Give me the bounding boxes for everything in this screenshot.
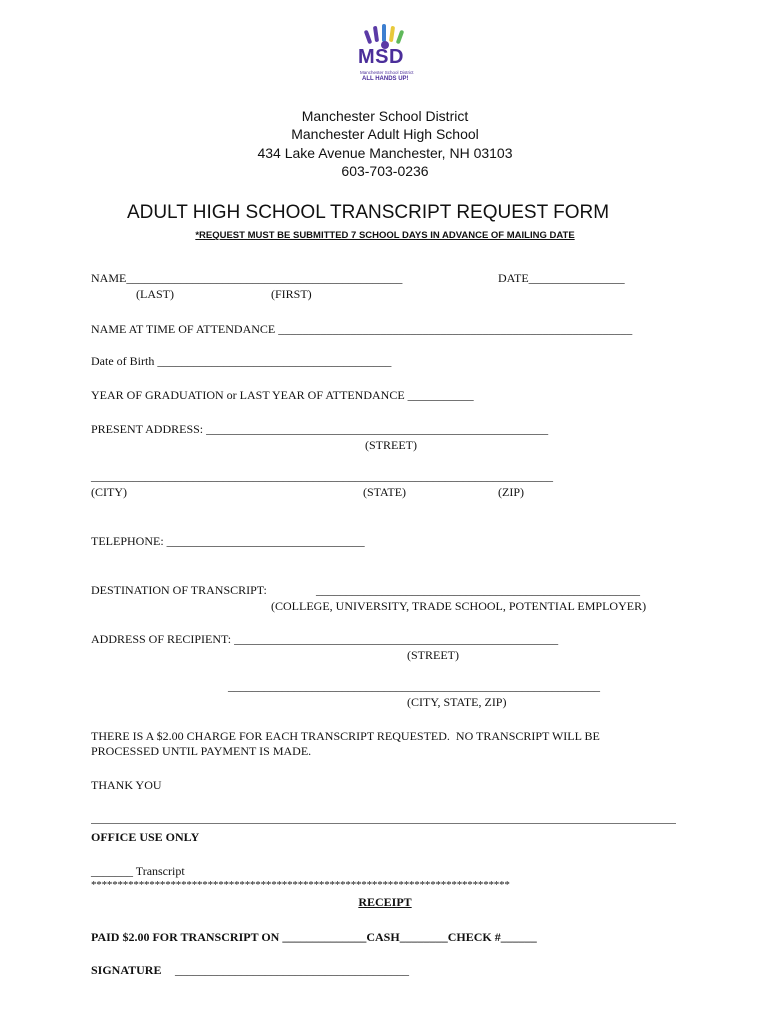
transcript-count-field[interactable]: _______ Transcript [91, 864, 185, 878]
signature-field[interactable]: _______________________________________ [175, 963, 409, 977]
date-field[interactable]: DATE________________ [498, 271, 625, 285]
asterisk-divider: ******************************************************************************* [91, 879, 510, 891]
logo-wordmark: MSD [358, 46, 404, 68]
date-of-birth-field[interactable]: Date of Birth _______________________________________ [91, 354, 392, 368]
charge-notice-line1: THERE IS A $2.00 CHARGE FOR EACH TRANSCRIPT REQUESTED. NO TRANSCRIPT WILL BE [91, 729, 600, 743]
recipient-street-label: (STREET) [407, 648, 459, 662]
last-name-label: (LAST) [136, 287, 174, 301]
logo-district-line: Manchester School District [360, 70, 414, 75]
recipient-city-label: (CITY, STATE, ZIP) [407, 695, 507, 709]
destination-label: DESTINATION OF TRANSCRIPT: [91, 583, 267, 597]
signature-label: SIGNATURE [91, 963, 162, 977]
attendance-name-field[interactable]: NAME AT TIME OF ATTENDANCE ___________________________________________________________ [91, 322, 633, 336]
first-name-label: (FIRST) [271, 287, 312, 301]
school-name: Manchester Adult High School [291, 126, 479, 142]
submission-notice: *REQUEST MUST BE SUBMITTED 7 SCHOOL DAYS IN ADVANCE OF MAILING DATE [195, 230, 575, 241]
city-label: (CITY) [91, 485, 127, 499]
district-name: Manchester School District [301, 108, 469, 124]
payment-field[interactable]: PAID $2.00 FOR TRANSCRIPT ON ______________CASH________CHECK #______ [91, 930, 537, 944]
street-label: (STREET) [365, 438, 417, 452]
form-title: ADULT HIGH SCHOOL TRANSCRIPT REQUEST FORM [126, 202, 610, 223]
thank-you-text: THANK YOU [91, 778, 162, 792]
state-label: (STATE) [363, 485, 407, 499]
logo-tagline: ALL HANDS UP! [362, 76, 409, 82]
destination-hint: (COLLEGE, UNIVERSITY, TRADE SCHOOL, POTENTIAL EMPLOYER) [271, 599, 647, 613]
charge-notice-line2: PROCESSED UNTIL PAYMENT IS MADE. [91, 744, 312, 758]
school-address: 434 Lake Avenue Manchester, NH 03103 [257, 145, 513, 161]
recipient-city-field[interactable]: ______________________________________________________________ [228, 679, 600, 693]
name-field[interactable]: NAME______________________________________________ [91, 271, 403, 285]
msd-logo [352, 24, 418, 90]
office-divider [91, 823, 676, 824]
destination-field[interactable]: ______________________________________________________ [316, 583, 640, 597]
telephone-field[interactable]: TELEPHONE: _________________________________ [91, 534, 365, 548]
zip-label: (ZIP) [498, 485, 524, 499]
office-use-heading: OFFICE USE ONLY [91, 830, 200, 844]
present-address-field[interactable]: PRESENT ADDRESS: _________________________________________________________ [91, 422, 549, 436]
city-state-zip-field[interactable]: _____________________________________________________________________________ [91, 469, 553, 483]
school-phone: 603-703-0236 [341, 163, 429, 179]
graduation-year-field[interactable]: YEAR OF GRADUATION or LAST YEAR OF ATTENDANCE ___________ [91, 388, 474, 402]
recipient-address-field[interactable]: ADDRESS OF RECIPIENT: ______________________________________________________ [91, 632, 559, 646]
receipt-heading: RECEIPT [358, 895, 412, 909]
